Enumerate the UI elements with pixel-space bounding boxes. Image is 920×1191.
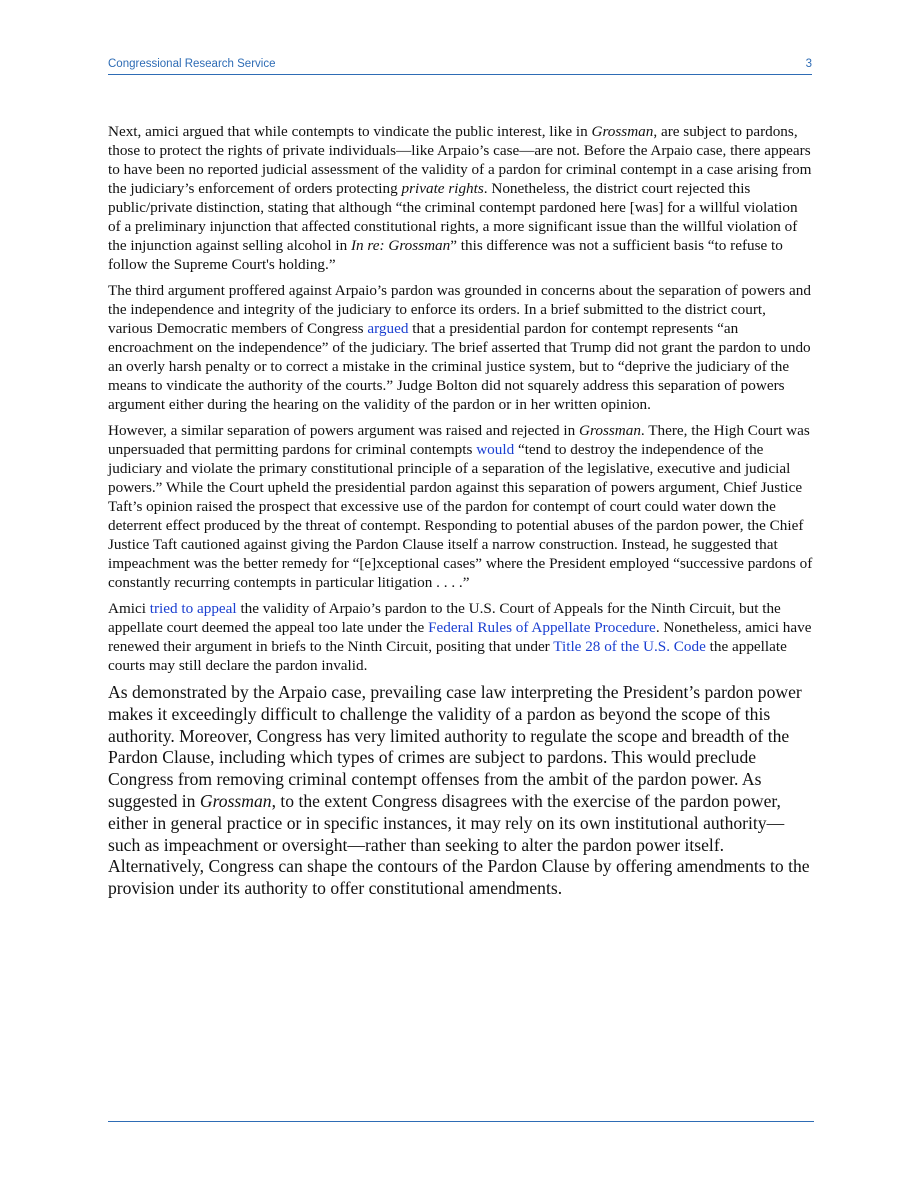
link-tried-to-appeal[interactable]: tried to appeal	[149, 600, 237, 617]
paragraph-1	[108, 122, 814, 274]
case-name-italic: Grossman	[591, 123, 654, 140]
paragraph-3	[108, 421, 814, 592]
text-run: Next, amici argued that while contempts to vindicate the public interest, like in	[108, 123, 592, 140]
emphasis-italic: private rights	[401, 180, 484, 197]
text-run: “tend to destroy the independence of the judiciary and violate the primary constitutional principle of a separation of the legislative, executive and judicial powers.” While the Court upheld the presidential pardon against this separation of powers argument, Chief Justice Taft’s opinion raised the prospect that excessive use of the pardon for contempt of court could water down the deterrent effect produced by the threat of contempt. Responding to potential abuses of the pardon power, the Chief Justice Taft cautioned against giving the Pardon Clause itself a narrow construction. Instead, he suggested that impeachment was the better remedy for “[e]xceptional cases” where the President employed “successive pardons of constantly recurring contempts in particular litigation . . . .”	[108, 441, 813, 591]
paragraph-5-conclusion	[108, 682, 814, 900]
page-number: 3	[805, 58, 812, 70]
text-run: the validity of Arpaio’s pardon to the U.S. Court of Appeals for the Ninth Circuit, but the appellate court deemed the appeal too late under the	[108, 600, 781, 636]
case-name-italic: Grossman	[579, 422, 641, 439]
link-federal-rules[interactable]: Federal Rules of Appellate Procedure	[428, 619, 656, 636]
case-name-italic: Grossman	[199, 790, 272, 811]
link-would[interactable]: would	[476, 441, 515, 458]
paragraph-4	[108, 599, 814, 675]
header-source: Congressional Research Service	[108, 58, 276, 70]
text-run: that a presidential pardon for contempt represents “an encroachment on the independence” of the judiciary. The brief asserted that Trump did not grant the pardon to undo an overly harsh penalty or to correct a mistake in the criminal justice system, but to “deprive the judiciary of the means to vindicate the authority of the courts.” Judge Bolton did not squarely address this separation of powers argument either during the hearing on the validity of the pardon or in her written opinion.	[108, 320, 811, 413]
text-run: ” this difference was not a sufficient basis “to refuse to follow the Supreme Court's holding.”	[108, 237, 783, 273]
link-title-28[interactable]: Title 28 of the U.S. Code	[553, 638, 706, 655]
text-run: , to the extent Congress disagrees with the exercise of the pardon power, either in general practice or in specific instances, it may rely on its own institutional authority—such as impeachment or oversight—rather than seeking to alter the pardon power itself. Alternatively, Congress can shape the contours of the Pardon Clause by offering amendments to the provision under its authority to offer constitutional amendments.	[108, 790, 810, 899]
text-run: . There, the High Court was unpersuaded that permitting pardons for criminal contempts	[108, 422, 810, 458]
text-run: , are subject to pardons, those to protect the rights of private individuals—like Arpaio’s case—are not. Before the Arpaio case, there appears to have been no reported judicial assessment of the validity of a pardon for criminal contempt in a case arising from the judiciary’s enforcement of orders protecting	[108, 123, 812, 197]
text-run: As demonstrated by the Arpaio case, prevailing case law interpreting the President’s pardon power makes it exceedingly difficult to challenge the validity of a pardon as beyond the scope of this authority. Moreover, Congress has very limited authority to regulate the scope and breadth of the Pardon Clause, including which types of crimes are subject to pardons. This would preclude Congress from removing criminal contempt offenses from the ambit of the pardon power. As suggested in	[108, 682, 802, 811]
text-run: However, a similar separation of powers argument was raised and rejected in	[108, 422, 580, 439]
document-body	[108, 122, 814, 900]
text-run: Amici	[108, 600, 150, 617]
case-name-italic: In re: Grossman	[350, 237, 451, 254]
text-run: The third argument proffered against Arpaio’s pardon was grounded in concerns about the separation of powers and the independence and integrity of the judiciary to enforce its orders. In a brief submitted to the district court, various Democratic members of Congress	[108, 282, 811, 337]
footer-divider	[108, 1121, 814, 1122]
text-run: . Nonetheless, amici have renewed their argument in briefs to the Ninth Circuit, positing that under	[108, 619, 812, 655]
text-run: the appellate courts may still declare the pardon invalid.	[108, 638, 787, 674]
page-header	[108, 58, 812, 75]
text-run: . Nonetheless, the district court rejected this public/private distinction, stating that although “the criminal contempt pardoned here [was] for a willful violation of a preliminary injunction that affected constitutional rights, a more significant issue than the willful violation of the injunction against selling alcohol in	[108, 180, 798, 254]
paragraph-2	[108, 281, 814, 414]
link-argued[interactable]: argued	[367, 320, 409, 337]
